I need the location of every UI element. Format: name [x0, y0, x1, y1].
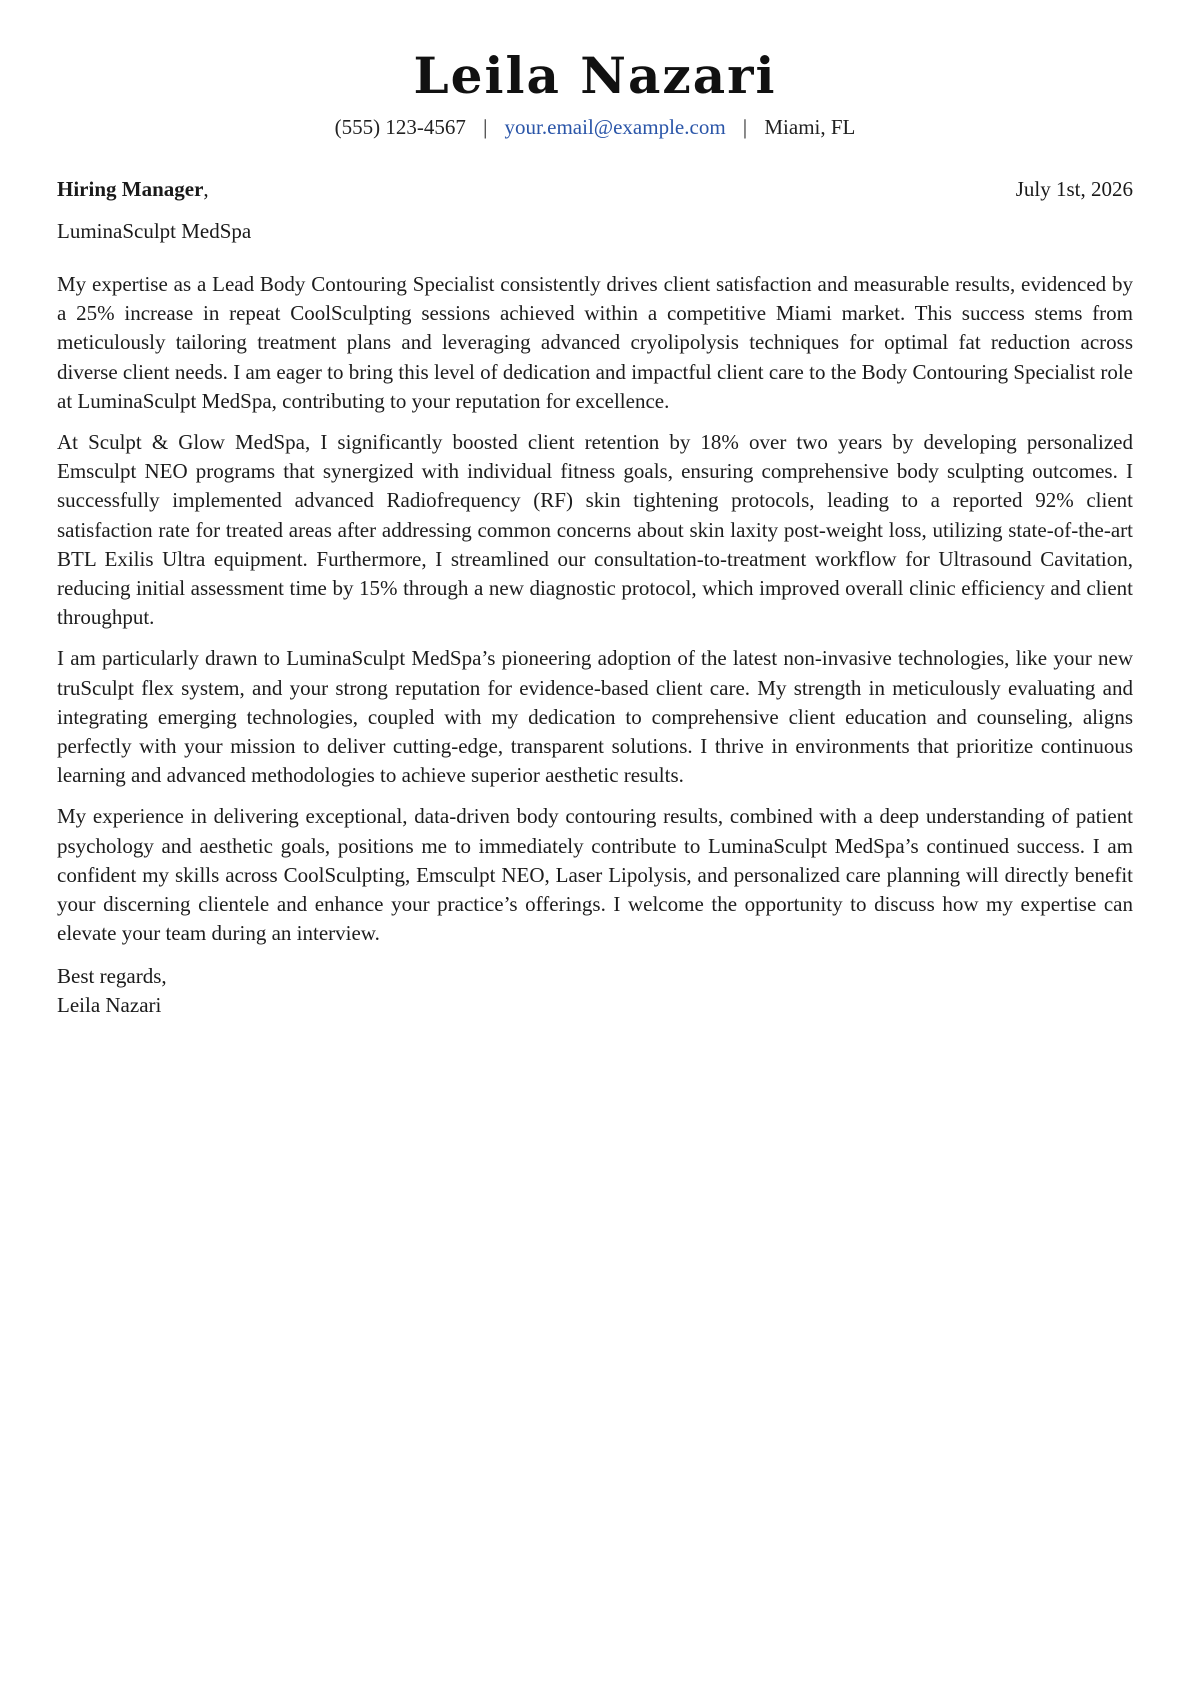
body-paragraph: I am particularly drawn to LuminaSculpt MedSpa’s pioneering adoption of the latest non-invasive technologies, like your new truSculpt flex system, and your strong reputation for evidence-based client care. My strength in meticulously evaluating and integrating emerging technologies, coupled with my dedication to comprehensive client education and counseling, aligns perfectly with your mission to deliver cutting-edge, transparent solutions. I thrive in environments that prioritize continuous learning and advanced methodologies to achieve superior aesthetic results.: [57, 646, 1133, 788]
recipient-company: LuminaSculpt MedSpa: [57, 219, 252, 243]
closing-salutation: Best regards,: [57, 964, 167, 989]
recipient-title: Hiring Manager: [57, 177, 204, 201]
letter-body: [57, 270, 1133, 948]
recipient-salutation: [57, 174, 209, 204]
letter-date: July 1st, 2026: [1015, 177, 1133, 201]
letter-closing: [57, 962, 1133, 1020]
email-link[interactable]: your.email@example.com: [504, 115, 726, 139]
contact-separator: |: [483, 115, 488, 139]
applicant-name: Leila Nazari: [413, 46, 777, 105]
body-paragraph: My expertise as a Lead Body Contouring Specialist consistently drives client satisfaction and measurable results, evidenced by a 25% increase in repeat CoolSculpting sessions achieved within a competitive Miami market. This success stems from meticulously tailoring treatment plans and leveraging advanced cryolipolysis techniques for optimal fat reduction across diverse client needs. I am eager to bring this level of dedication and impactful client care to the Body Contouring Specialist role at LuminaSculpt MedSpa, contributing to your reputation for excellence.: [57, 272, 1133, 413]
signature-name: Leila Nazari: [57, 993, 162, 1018]
location: Miami, FL: [764, 115, 856, 139]
contact-separator: |: [742, 115, 748, 139]
body-paragraph: My experience in delivering exceptional, data-driven body contouring results, combined with a deep understanding of patient psychology and aesthetic goals, positions me to immediately contribute to LuminaSculpt MedSpa’s continued success. I am confident my skills across CoolSculpting, Emsculpt NEO, Laser Lipolysis, and personalized care planning will directly benefit your discerning clientele and enhance your practice’s offerings. I welcome the opportunity to discuss how my expertise can elevate your team during an interview.: [57, 804, 1133, 946]
body-paragraph: At Sculpt & Glow MedSpa, I significantly boosted client retention by 18% over two years by developing personalized Emsculpt NEO programs that synergized with individual fitness goals, ensuring comprehensive body sculpting outcomes. I successfully implemented advanced Radiofrequency (RF) skin tightening protocols, leading to a reported 92% client satisfaction rate for treated areas after addressing common concerns about skin laxity post-weight loss, utilizing state-of-the-art BTL Exilis Ultra equipment. Furthermore, I streamlined our consultation-to-treatment workflow for Ultrasound Cavitation, reducing initial assessment time by 15% through a new diagnostic protocol, which improved overall clinic efficiency and client throughput.: [57, 430, 1133, 630]
cover-letter-page: [57, 0, 1133, 1020]
phone-number: (555) 123-4567: [334, 115, 466, 139]
recipient-row: [57, 174, 1133, 204]
contact-line: [57, 112, 1133, 142]
recipient-comma: ,: [203, 177, 209, 201]
